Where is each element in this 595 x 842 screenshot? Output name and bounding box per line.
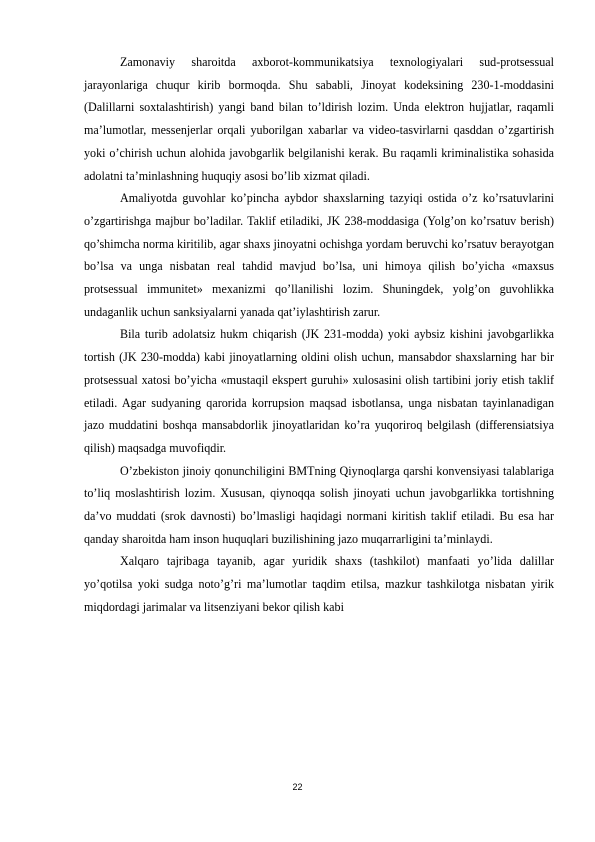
paragraph-unjust-verdict: Bila turib adolatsiz hukm chiqarish (JK 231-modda) yoki aybsiz kishini javobgarlikka tortish (JK 230-modda) kabi jinoyatlarning oldini olish uchun, mansabdor shaxslarning har bir protsessual xatosi bo’yicha «mustaqil ekspert guruhi» xulosasini olish tartibini joriy etish taklif etiladi. Agar sudyaning qarorida korrupsion maqsad isbotlansa, unga nisbatan tayinlanadigan jazo muddatini boshqa mansabdorlik jinoyatlaridan ko’ra yuqoriroq belgilash (differensiatsiya qilish) maqsadga muvofiqdir.	[84, 327, 554, 455]
page-number: 22	[292, 782, 303, 792]
paragraph-witness-protection: Amaliyotda guvohlar ko’pincha aybdor shaxslarning tazyiqi ostida o’z ko’rsatuvlarini o’zgartirishga majbur bo’ladilar. Taklif etiladiki, JK 238-moddasiga (Yolg’on ko’rsatuv berish) qo’shimcha norma kiritilib, agar shaxs jinoyatni ochishga yordam beruvchi ko’rsatuv berayotgan bo’lsa va unga nisbatan real tahdid mavjud bo’lsa, uni himoya qilish bo’yicha «maxsus protsessual immunitet» mexanizmi qo’llanilishi lozim. Shuningdek, yolg’on guvohlikka undaganlik uchun sanksiyalarni yanada qat’iylashtirish zarur.	[84, 191, 554, 319]
paragraph-legal-entity-liability: Xalqaro tajribaga tayanib, agar yuridik shaxs (tashkilot) manfaati yo’lida dalillar yo’qotilsa yoki sudga noto’g’ri ma’lumotlar taqdim etilsa, mazkur tashkilotga nisbatan yirik miqdordagi jarimalar va litsenziyani bekor qilish kabi	[84, 554, 554, 614]
paragraph-torture-convention: O’zbekiston jinoiy qonunchiligini BMTning Qiynoqlarga qarshi konvensiyasi talablariga to’liq moslashtirish lozim. Xususan, qiynoqqa solish jinoyati uchun javobgarlikka tortishning da’vo muddati (srok davnosti) bo’lmasligi haqidagi normani kiritish taklif etiladi. Bu esa har qanday sharoitda ham inson huquqlari buzilishining jazo muqarrarligini ta’minlaydi.	[84, 463, 554, 546]
document-body	[84, 51, 554, 619]
paragraph-digital-evidence: Zamonaviy sharoitda axborot-kommunikatsiya texnologiyalari sud-protsessual jarayonlariga chuqur kirib bormoqda. Shu sababli, Jinoyat kodeksining 230-1-moddasini (Dalillarni soxtalashtirish) yangi band bilan to’ldirish lozim. Unda elektron hujjatlar, raqamli ma’lumotlar, messenjerlar orqali yuborilgan xabarlar va video-tasvirlarni qasddan o’zgartirish yoki o’chirish uchun alohida javobgarlik belgilanishi kerak. Bu raqamli kriminalistika sohasida adolatni ta’minlashning huquqiy asosi bo’lib xizmat qiladi.	[84, 55, 554, 183]
